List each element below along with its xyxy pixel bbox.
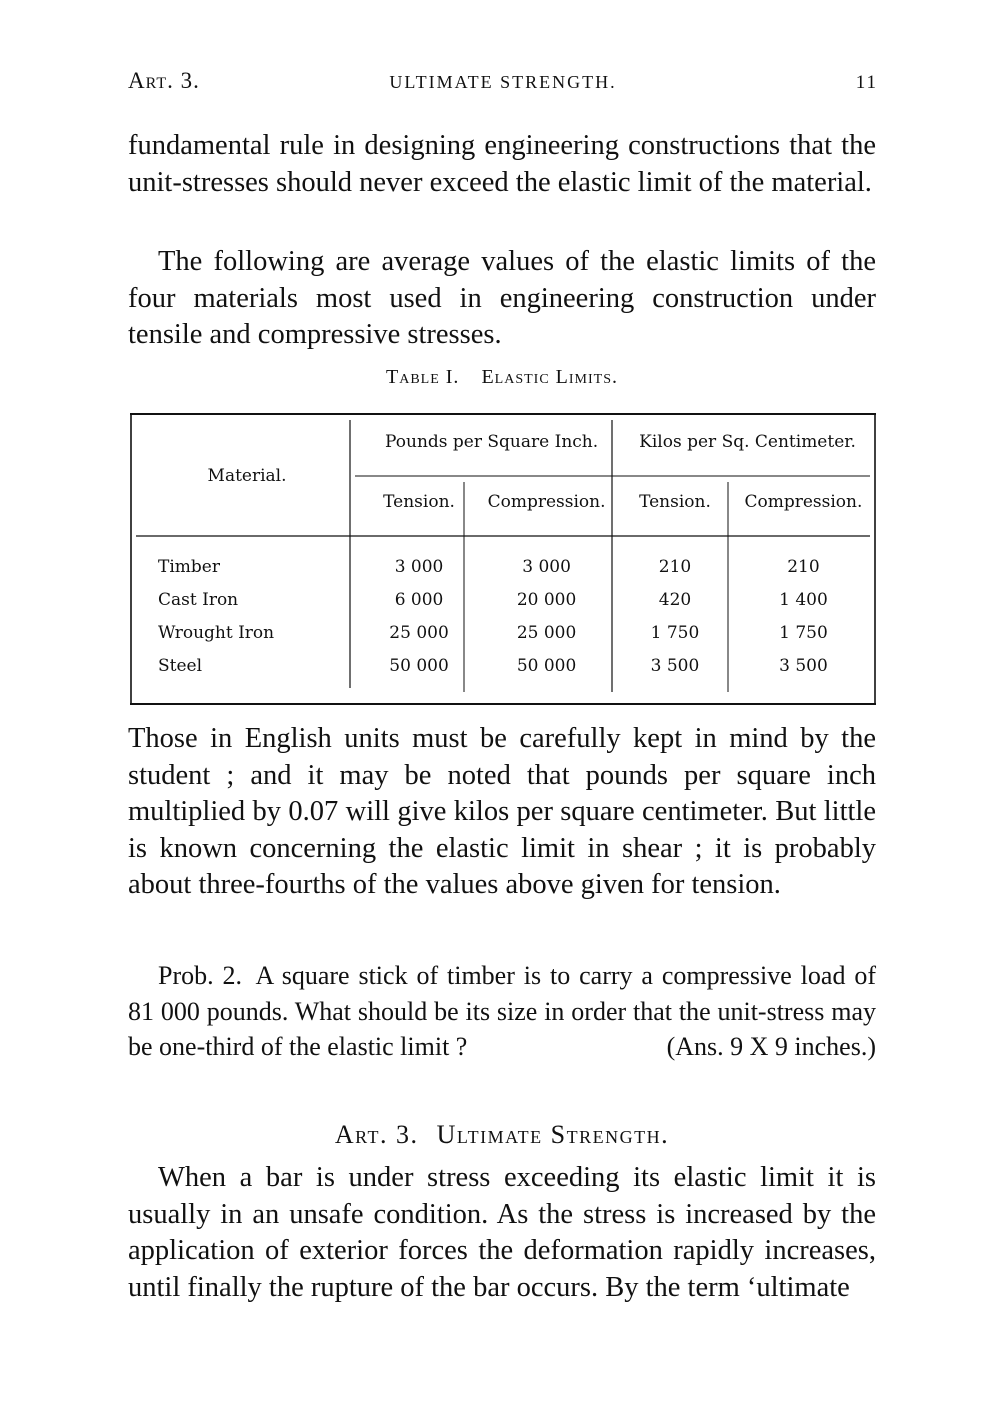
problem-label: Prob. 2. xyxy=(158,961,243,990)
paragraph-ultimate-strength: When a bar is under stress exceeding its elastic limit it is usually in an unsafe condition. As the stress is increased by the application of exterior forces the deformation rapidly increases, until finally the rupture of the bar occurs. By the term ‘ultimate xyxy=(128,1162,876,1303)
psi-tension-cell: 6 000 xyxy=(394,589,444,610)
kg-tension-cell: 420 xyxy=(658,589,692,610)
psi-compression-cell: 50 000 xyxy=(516,655,577,676)
kg-tension-cell: 3 500 xyxy=(650,655,700,676)
article-title: Ultimate Strength. xyxy=(436,1120,670,1149)
psi-tension-cell: 3 000 xyxy=(394,556,444,577)
elastic-limits-table-container xyxy=(130,412,876,706)
running-head-title: ULTIMATE STRENGTH. xyxy=(389,72,617,92)
table-row xyxy=(130,532,876,583)
psi-compression-cell: 25 000 xyxy=(516,622,577,643)
material-cell: Timber xyxy=(158,556,220,577)
paragraph-elastic-values: The following are average values of the elastic limits of the four materials most used in engineering construction under tensile and compressive stresses. xyxy=(128,246,876,351)
running-head xyxy=(128,68,878,104)
kg-tension-cell: 1 750 xyxy=(650,622,700,643)
problem-2 xyxy=(128,958,876,1065)
table-row xyxy=(130,616,876,649)
header-psi-tension: Tension. xyxy=(383,492,455,512)
problem-answer: (Ans. 9 X 9 inches.) xyxy=(666,1032,876,1061)
kg-compression-cell: 210 xyxy=(787,556,820,577)
header-kilos-per-sq-centimeter: Kilos per Sq. Centimeter. xyxy=(639,432,856,452)
table-row xyxy=(130,583,876,616)
article-number: Art. 3. xyxy=(334,1120,419,1149)
material-cell: Steel xyxy=(158,655,203,676)
paragraph-intro-continued: fundamental rule in designing engineering constructions that the unit-stresses should never exceed the elastic limit of the material. xyxy=(128,130,876,198)
psi-compression-cell: 20 000 xyxy=(516,589,577,610)
table-row xyxy=(130,649,876,704)
header-psi-compression: Compression. xyxy=(487,492,606,512)
table-number: Table I. xyxy=(386,366,460,388)
article-heading xyxy=(128,1120,876,1150)
kg-compression-cell: 1 750 xyxy=(779,622,828,643)
problem-text: A square stick of timber is to carry a compressive load of 81 000 pounds. What should be its size in order that the unit-stress may be one-third of the elastic limit ? xyxy=(128,961,876,1061)
psi-tension-cell: 50 000 xyxy=(389,655,449,676)
elastic-limits-table xyxy=(130,412,876,704)
psi-tension-cell: 25 000 xyxy=(389,622,449,643)
header-material: Material. xyxy=(207,466,287,486)
psi-compression-cell: 3 000 xyxy=(522,556,571,577)
paragraph-units-note: Those in English units must be carefully kept in mind by the student ; and it may be noted that pounds per square inch multiplied by 0.07 will give kilos per square centimeter. But little is known concerning the elastic limit in shear ; it is probably about three-fourths of the values above given for tension. xyxy=(128,723,876,901)
header-kg-tension: Tension. xyxy=(639,492,711,512)
kg-compression-cell: 3 500 xyxy=(779,655,828,676)
table-title: Elastic Limits. xyxy=(481,366,618,388)
running-head-article: Art. 3. xyxy=(128,68,200,93)
page-number: 11 xyxy=(855,72,878,93)
kg-compression-cell: 1 400 xyxy=(779,589,828,610)
header-kg-compression: Compression. xyxy=(744,492,863,512)
table-caption xyxy=(128,366,876,389)
header-pounds-per-square-inch: Pounds per Square Inch. xyxy=(385,432,599,452)
material-cell: Cast Iron xyxy=(158,589,239,610)
material-cell: Wrought Iron xyxy=(158,622,275,643)
kg-tension-cell: 210 xyxy=(658,556,692,577)
